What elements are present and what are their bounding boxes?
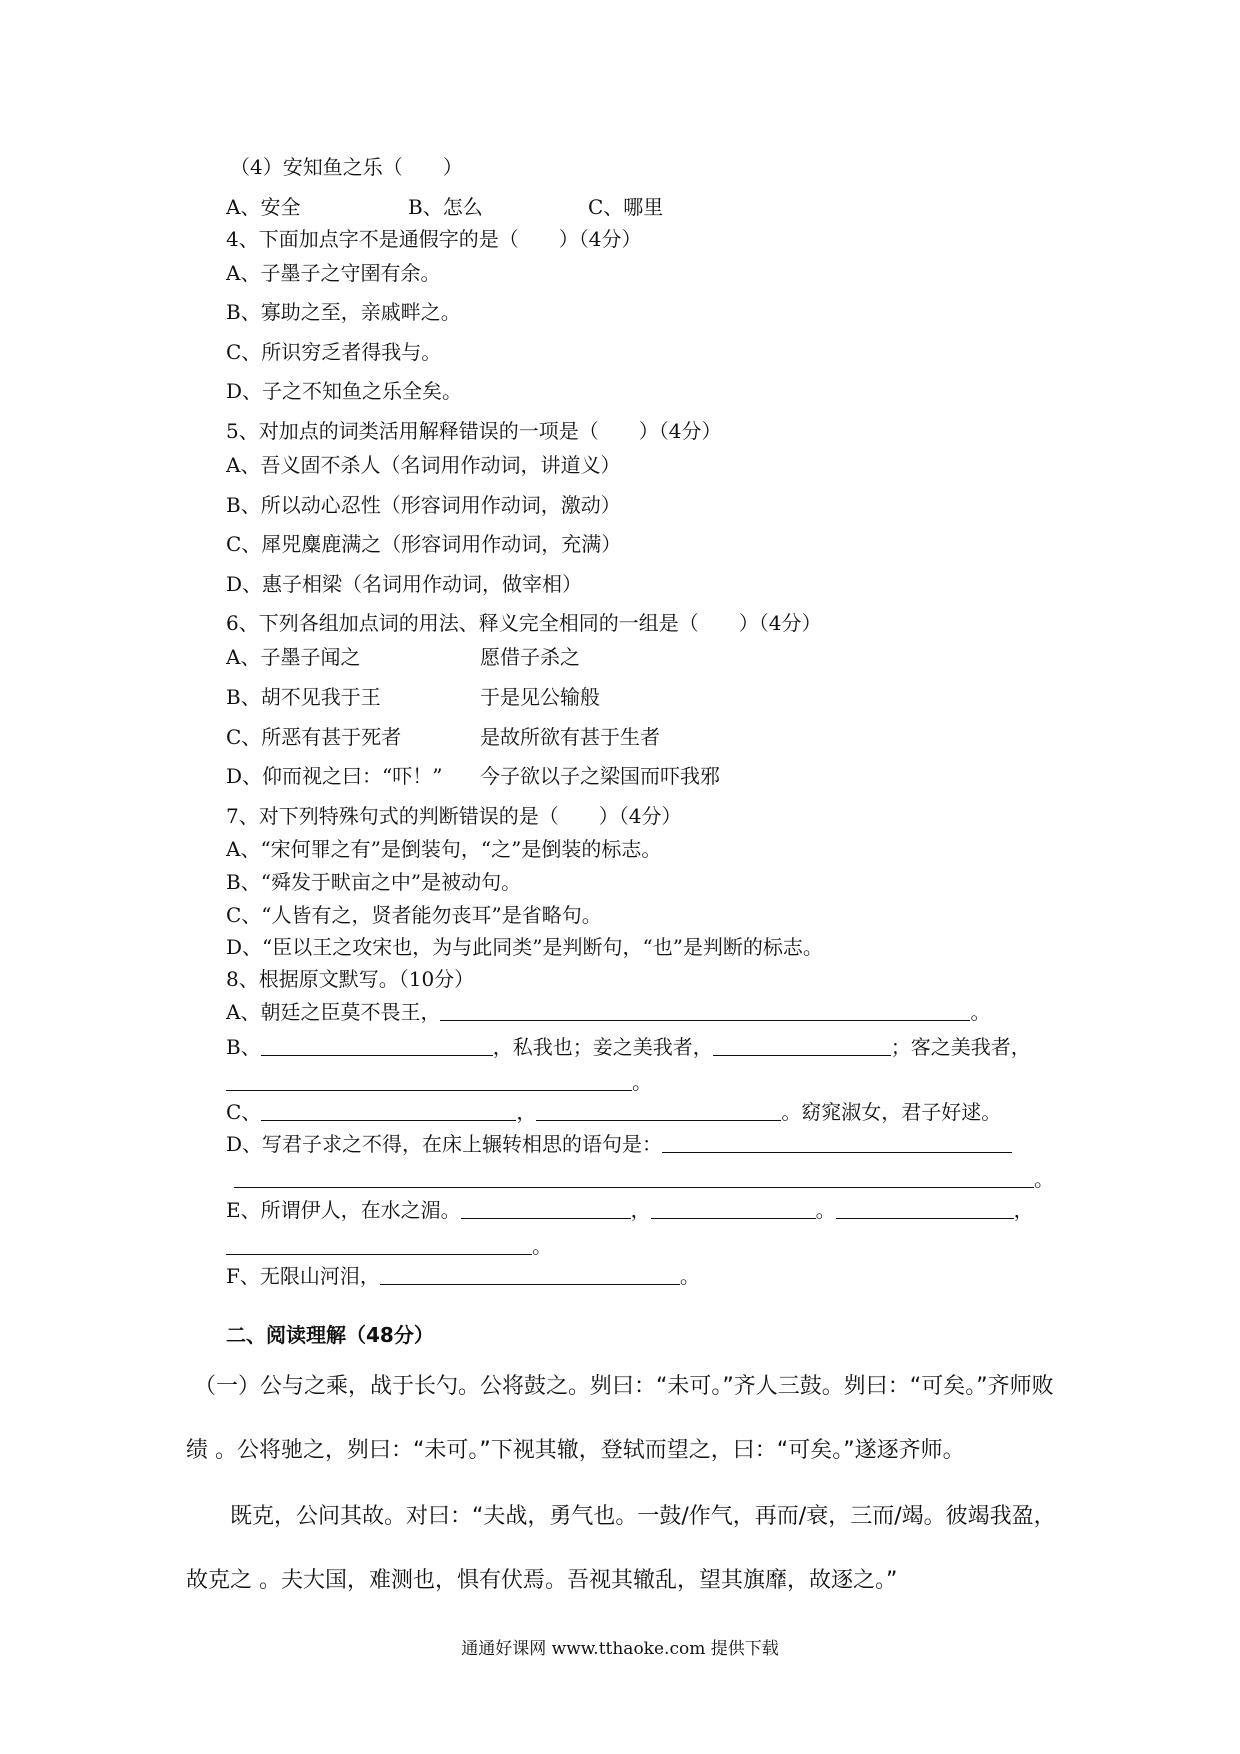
q6-option-d-left: D、仰而视之曰：“吓！” xyxy=(226,764,443,788)
q8-line-b xyxy=(226,1034,1031,1060)
q7-stem: 7、对下列特殊句式的判断错误的是（ ）（4分） xyxy=(226,804,682,828)
q8-stem: 8、根据原文默写。（10分） xyxy=(226,967,475,991)
reading-paragraph-1-line-1: （一）公与之乘，战于长勺。公将鼓之。刿曰：“未可。”齐人三鼓。刿曰：“可矣。”齐师败 xyxy=(194,1374,1054,1399)
q8-c-post: 。窈窕淑女，君子好逑。 xyxy=(781,1100,1002,1124)
q8-line-e xyxy=(226,1197,1034,1223)
q4-stem: 4、下面加点字不是通假字的是（ ）（4分） xyxy=(226,227,642,251)
q3-4-option-c: C、哪里 xyxy=(588,195,664,219)
reading-paragraph-2-line-2: 故克之 。夫大国，难测也，惧有伏焉。吾视其辙乱，望其旗靡，故逐之。” xyxy=(186,1568,898,1593)
q3-4-option-b: B、怎么 xyxy=(408,195,483,219)
q8-line-a xyxy=(226,999,990,1025)
reading-paragraph-1-line-2: 绩 。公将驰之，刿曰：“未可。”下视其辙，登轼而望之，曰：“可矣。”遂逐齐师。 xyxy=(186,1438,965,1463)
q6-option-b-left: B、胡不见我于王 xyxy=(226,685,381,709)
page-footer: 通通好课网 www.tthaoke.com 提供下载 xyxy=(461,1639,779,1659)
q8-line-e-cont xyxy=(226,1233,552,1259)
q6-option-c-left: C、所恶有甚于死者 xyxy=(226,725,402,749)
q8-c-prefix: C、 xyxy=(226,1100,262,1124)
q6-option-a-left: A、子墨子闻之 xyxy=(226,645,361,669)
q7-option-a: A、“宋何罪之有”是倒装句，“之”是倒装的标志。 xyxy=(226,837,662,861)
q8-b-mid-1: ，私我也；妾之美我者， xyxy=(492,1035,713,1059)
q8-e-comma-2: ， xyxy=(1013,1198,1034,1222)
q8-c-blank-2[interactable] xyxy=(536,1100,781,1121)
q8-b-mid-2: ；客之美我者， xyxy=(890,1035,1031,1059)
q7-option-c: C、“人皆有之，贤者能勿丧耳”是省略句。 xyxy=(226,903,602,927)
q8-a-period: 。 xyxy=(970,1000,991,1024)
q5-option-d: D、惠子相梁（名词用作动词，做宰相） xyxy=(226,572,583,596)
q4-option-a: A、子墨子之守圉有余。 xyxy=(226,261,441,285)
q8-e-prompt: E、所谓伊人，在水之湄。 xyxy=(226,1198,461,1222)
section-2-heading: 二、阅读理解（48分） xyxy=(226,1323,434,1347)
q6-option-b-right: 于是见公输般 xyxy=(480,685,600,709)
q6-option-d-right: 今子欲以子之梁国而吓我邪 xyxy=(480,764,720,788)
q5-stem: 5、对加点的词类活用解释错误的一项是（ ）（4分） xyxy=(226,419,722,443)
q5-option-a: A、吾义固不杀人（名词用作动词，讲道义） xyxy=(226,453,621,477)
q3-4-stem: （4）安知鱼之乐（ ） xyxy=(230,155,463,179)
q8-line-d-cont xyxy=(234,1166,1054,1192)
q8-c-mid: ， xyxy=(516,1100,537,1124)
q8-d-prompt: D、写君子求之不得，在床上辗转相思的语句是： xyxy=(226,1132,663,1156)
q8-e-blank-4[interactable] xyxy=(226,1234,532,1255)
q7-option-d: D、“臣以王之攻宋也，为与此同类”是判断句，“也”是判断的标志。 xyxy=(226,935,823,959)
q8-f-prompt: F、无限山河泪， xyxy=(226,1264,380,1288)
q8-line-d xyxy=(226,1131,1012,1157)
q8-b-blank-1[interactable] xyxy=(261,1035,493,1056)
q8-e-period-2: 。 xyxy=(532,1234,552,1258)
q8-line-b-cont xyxy=(226,1069,652,1095)
q8-f-period: 。 xyxy=(679,1264,700,1288)
q8-c-blank-1[interactable] xyxy=(261,1100,516,1121)
q8-d-blank-2[interactable] xyxy=(234,1167,1034,1188)
q8-e-comma: ， xyxy=(630,1198,651,1222)
q4-option-d: D、子之不知鱼之乐全矣。 xyxy=(226,379,463,403)
q8-d-blank-1[interactable] xyxy=(662,1132,1012,1153)
q6-option-c-right: 是故所欲有甚于生者 xyxy=(480,725,660,749)
q5-option-b: B、所以动心忍性（形容词用作动词，激动） xyxy=(226,493,621,517)
q8-a-prompt: A、朝廷之臣莫不畏王， xyxy=(226,1000,441,1024)
q4-option-b: B、寡助之至，亲戚畔之。 xyxy=(226,300,461,324)
q8-b-period: 。 xyxy=(632,1070,652,1094)
q8-b-blank-2[interactable] xyxy=(713,1035,891,1056)
q8-f-blank[interactable] xyxy=(380,1264,680,1285)
q3-4-option-a: A、安全 xyxy=(226,195,301,219)
q8-e-blank-3[interactable] xyxy=(836,1198,1014,1219)
q6-stem: 6、下列各组加点词的用法、释义完全相同的一组是（ ）（4分） xyxy=(226,611,822,635)
q6-option-a-right: 愿借子杀之 xyxy=(480,645,580,669)
reading-paragraph-2-line-1: 既克，公问其故。对曰：“夫战，勇气也。一鼓/作气，再而/衰，三而/竭。彼竭我盈， xyxy=(230,1504,1056,1529)
q8-a-blank[interactable] xyxy=(440,1000,970,1021)
q8-d-period: 。 xyxy=(1034,1167,1054,1191)
q7-option-b: B、“舜发于畎亩之中”是被动句。 xyxy=(226,870,522,894)
q8-e-blank-2[interactable] xyxy=(651,1198,816,1219)
q8-line-c xyxy=(226,1099,1001,1125)
q8-e-blank-1[interactable] xyxy=(461,1198,631,1219)
q5-option-c: C、犀兕麋鹿满之（形容词用作动词，充满） xyxy=(226,532,622,556)
q8-b-prefix: B、 xyxy=(226,1035,261,1059)
q8-b-blank-3[interactable] xyxy=(226,1070,632,1091)
q8-line-f xyxy=(226,1263,700,1289)
q8-e-period-1: 。 xyxy=(815,1198,836,1222)
q4-option-c: C、所识穷乏者得我与。 xyxy=(226,340,442,364)
